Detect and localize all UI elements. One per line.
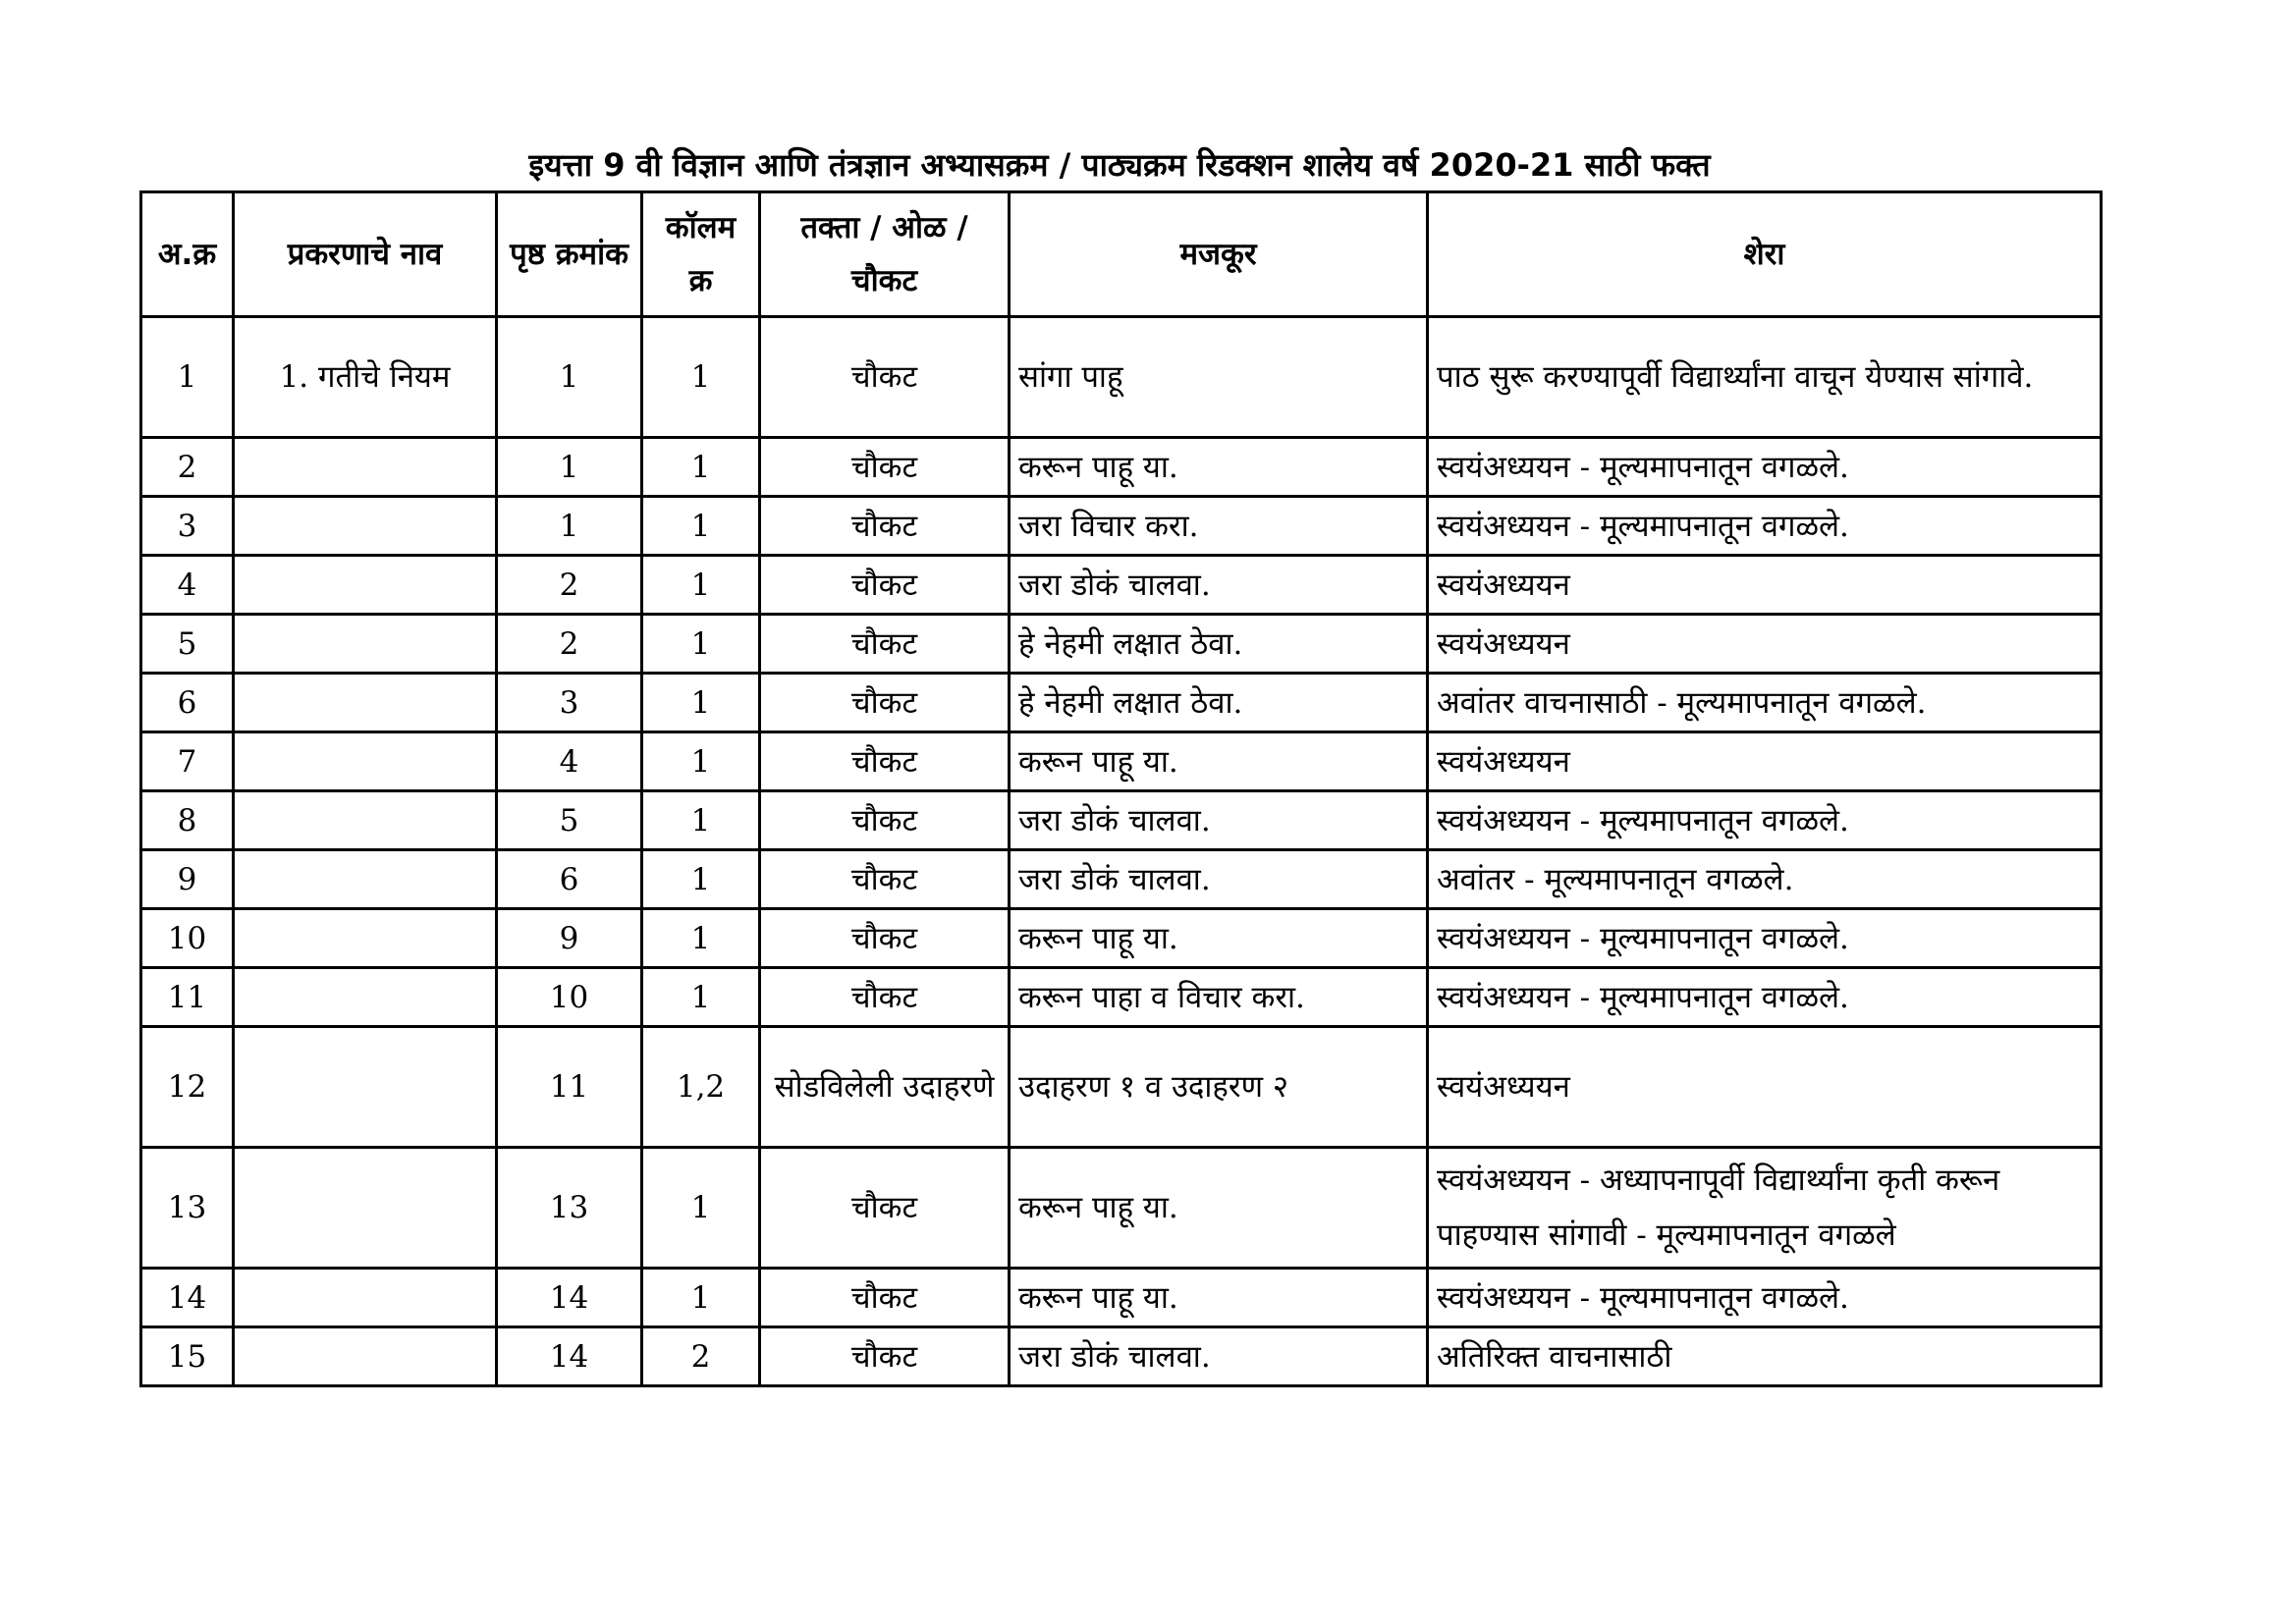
- cell-remark: स्वयंअध्ययन - मूल्यमापनातून वगळले.: [1428, 791, 2102, 850]
- cell-page: 5: [497, 791, 642, 850]
- cell-column: 2: [642, 1327, 760, 1386]
- cell-type: चौकट: [760, 1327, 1010, 1386]
- cell-content: करून पाहा व विचार करा.: [1010, 968, 1428, 1027]
- cell-content: जरा डोकं चालवा.: [1010, 1327, 1428, 1386]
- cell-type: चौकट: [760, 674, 1010, 732]
- table-row: [141, 1327, 2102, 1386]
- cell-chapter: [234, 556, 497, 615]
- cell-column: 1: [642, 1269, 760, 1327]
- cell-column: 1,2: [642, 1027, 760, 1148]
- cell-page: 11: [497, 1027, 642, 1148]
- cell-sr: 5: [141, 615, 234, 674]
- cell-remark: स्वयंअध्ययन - अध्यापनापूर्वी विद्यार्थ्यांना कृती करून पाहण्यास सांगावी - मूल्यमापनातून वगळले: [1428, 1148, 2102, 1269]
- cell-column: 1: [642, 968, 760, 1027]
- table-body: [141, 317, 2102, 1386]
- cell-sr: 4: [141, 556, 234, 615]
- cell-column: 1: [642, 1148, 760, 1269]
- cell-type: चौकट: [760, 732, 1010, 791]
- cell-page: 4: [497, 732, 642, 791]
- cell-type: चौकट: [760, 909, 1010, 968]
- cell-remark: स्वयंअध्ययन: [1428, 615, 2102, 674]
- cell-content: करून पाहू या.: [1010, 909, 1428, 968]
- cell-chapter: [234, 1027, 497, 1148]
- cell-column: 1: [642, 909, 760, 968]
- cell-page: 1: [497, 438, 642, 497]
- cell-page: 10: [497, 968, 642, 1027]
- cell-sr: 15: [141, 1327, 234, 1386]
- cell-content: जरा विचार करा.: [1010, 497, 1428, 556]
- cell-type: चौकट: [760, 615, 1010, 674]
- table-row: [141, 909, 2102, 968]
- header-remark: शेरा: [1428, 192, 2102, 317]
- cell-sr: 2: [141, 438, 234, 497]
- table-row: [141, 497, 2102, 556]
- cell-content: करून पाहू या.: [1010, 732, 1428, 791]
- cell-remark: पाठ सुरू करण्यापूर्वी विद्यार्थ्यांना वाचून येण्यास सांगावे.: [1428, 317, 2102, 438]
- table-row: [141, 1027, 2102, 1148]
- cell-sr: 3: [141, 497, 234, 556]
- table-row: [141, 732, 2102, 791]
- cell-sr: 12: [141, 1027, 234, 1148]
- cell-type: चौकट: [760, 497, 1010, 556]
- header-sr: अ.क्र: [141, 192, 234, 317]
- cell-sr: 8: [141, 791, 234, 850]
- cell-column: 1: [642, 438, 760, 497]
- cell-column: 1: [642, 615, 760, 674]
- cell-remark: स्वयंअध्ययन: [1428, 1027, 2102, 1148]
- cell-page: 14: [497, 1269, 642, 1327]
- cell-chapter: [234, 1269, 497, 1327]
- cell-content: हे नेहमी लक्षात ठेवा.: [1010, 674, 1428, 732]
- cell-page: 1: [497, 497, 642, 556]
- cell-chapter: [234, 732, 497, 791]
- cell-sr: 11: [141, 968, 234, 1027]
- cell-type: चौकट: [760, 968, 1010, 1027]
- table-row: [141, 850, 2102, 909]
- cell-page: 2: [497, 615, 642, 674]
- cell-type: चौकट: [760, 1269, 1010, 1327]
- cell-sr: 10: [141, 909, 234, 968]
- cell-page: 6: [497, 850, 642, 909]
- cell-column: 1: [642, 497, 760, 556]
- cell-type: चौकट: [760, 850, 1010, 909]
- cell-remark: स्वयंअध्ययन - मूल्यमापनातून वगळले.: [1428, 497, 2102, 556]
- table-row: [141, 1148, 2102, 1269]
- cell-chapter: [234, 1327, 497, 1386]
- cell-type: चौकट: [760, 556, 1010, 615]
- cell-sr: 7: [141, 732, 234, 791]
- cell-chapter: [234, 1148, 497, 1269]
- cell-remark: स्वयंअध्ययन: [1428, 556, 2102, 615]
- cell-page: 13: [497, 1148, 642, 1269]
- cell-chapter: 1. गतीचे नियम: [234, 317, 497, 438]
- cell-type: सोडविलेली उदाहरणे: [760, 1027, 1010, 1148]
- cell-sr: 1: [141, 317, 234, 438]
- cell-remark: स्वयंअध्ययन - मूल्यमापनातून वगळले.: [1428, 1269, 2102, 1327]
- cell-type: चौकट: [760, 791, 1010, 850]
- cell-remark: अवांतर - मूल्यमापनातून वगळले.: [1428, 850, 2102, 909]
- cell-type: चौकट: [760, 1148, 1010, 1269]
- cell-remark: स्वयंअध्ययन: [1428, 732, 2102, 791]
- cell-page: 1: [497, 317, 642, 438]
- cell-content: करून पाहू या.: [1010, 438, 1428, 497]
- syllabus-reduction-table: [139, 190, 2103, 1387]
- header-page: पृष्ठ क्रमांक: [497, 192, 642, 317]
- cell-page: 2: [497, 556, 642, 615]
- header-content: मजकूर: [1010, 192, 1428, 317]
- header-type: तक्ता / ओळ / चौकट: [760, 192, 1010, 317]
- cell-page: 9: [497, 909, 642, 968]
- cell-column: 1: [642, 556, 760, 615]
- cell-column: 1: [642, 732, 760, 791]
- cell-sr: 13: [141, 1148, 234, 1269]
- cell-sr: 6: [141, 674, 234, 732]
- cell-content: करून पाहू या.: [1010, 1269, 1428, 1327]
- cell-remark: अवांतर वाचनासाठी - मूल्यमापनातून वगळले.: [1428, 674, 2102, 732]
- cell-column: 1: [642, 850, 760, 909]
- cell-content: जरा डोकं चालवा.: [1010, 791, 1428, 850]
- cell-remark: स्वयंअध्ययन - मूल्यमापनातून वगळले.: [1428, 909, 2102, 968]
- page-title: इयत्ता 9 वी विज्ञान आणि तंत्रज्ञान अभ्यासक्रम / पाठ्यक्रम रिडक्शन शालेय वर्ष 2020-21 साठी फक्त: [528, 146, 1711, 184]
- table-row: [141, 1269, 2102, 1327]
- cell-chapter: [234, 497, 497, 556]
- cell-page: 14: [497, 1327, 642, 1386]
- table-row: [141, 674, 2102, 732]
- cell-remark: स्वयंअध्ययन - मूल्यमापनातून वगळले.: [1428, 968, 2102, 1027]
- table-row: [141, 615, 2102, 674]
- cell-remark: अतिरिक्त वाचनासाठी: [1428, 1327, 2102, 1386]
- cell-chapter: [234, 850, 497, 909]
- cell-sr: 9: [141, 850, 234, 909]
- cell-chapter: [234, 615, 497, 674]
- cell-content: सांगा पाहू: [1010, 317, 1428, 438]
- cell-chapter: [234, 909, 497, 968]
- cell-type: चौकट: [760, 317, 1010, 438]
- cell-content: करून पाहू या.: [1010, 1148, 1428, 1269]
- table-header-row: [141, 192, 2102, 317]
- cell-type: चौकट: [760, 438, 1010, 497]
- table-row: [141, 791, 2102, 850]
- cell-content: जरा डोकं चालवा.: [1010, 556, 1428, 615]
- cell-column: 1: [642, 317, 760, 438]
- header-column: कॉलम क्र: [642, 192, 760, 317]
- cell-chapter: [234, 968, 497, 1027]
- table-row: [141, 968, 2102, 1027]
- table-row: [141, 317, 2102, 438]
- table-row: [141, 556, 2102, 615]
- cell-chapter: [234, 791, 497, 850]
- cell-column: 1: [642, 674, 760, 732]
- cell-sr: 14: [141, 1269, 234, 1327]
- table-row: [141, 438, 2102, 497]
- cell-content: जरा डोकं चालवा.: [1010, 850, 1428, 909]
- cell-chapter: [234, 438, 497, 497]
- cell-content: हे नेहमी लक्षात ठेवा.: [1010, 615, 1428, 674]
- cell-content: उदाहरण १ व उदाहरण २: [1010, 1027, 1428, 1148]
- cell-page: 3: [497, 674, 642, 732]
- cell-column: 1: [642, 791, 760, 850]
- header-chapter: प्रकरणाचे नाव: [234, 192, 497, 317]
- cell-remark: स्वयंअध्ययन - मूल्यमापनातून वगळले.: [1428, 438, 2102, 497]
- cell-chapter: [234, 674, 497, 732]
